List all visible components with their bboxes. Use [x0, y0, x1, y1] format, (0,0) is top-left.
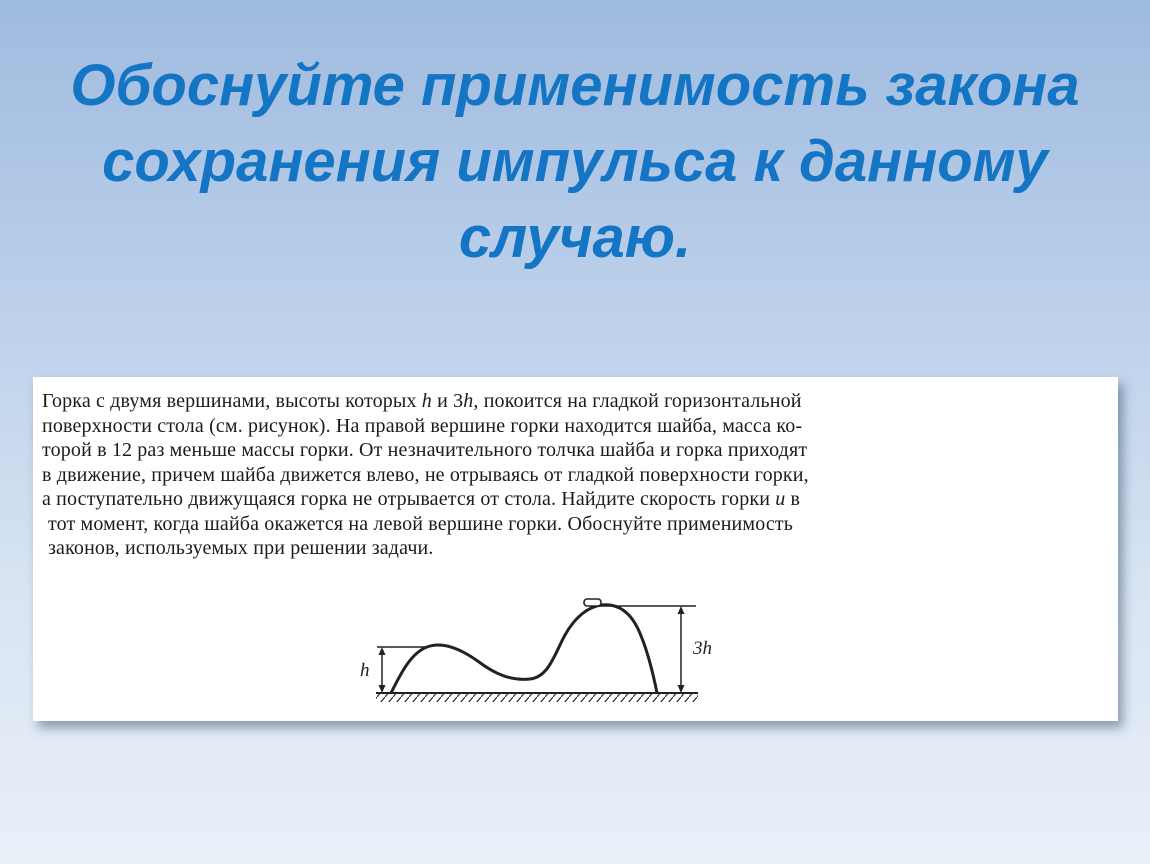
- h-label: h: [360, 660, 370, 681]
- hill-figure: [33, 377, 1118, 721]
- task-line-1-var-h2: h: [463, 390, 474, 412]
- h-arrow-head-bottom: [379, 685, 386, 693]
- task-line-5-part-2: в: [785, 488, 801, 510]
- 3h-label: 3h: [693, 638, 712, 659]
- task-line-6: тот момент, когда шайба окажется на левой вершине горки. Обоснуйте применимость: [48, 512, 794, 535]
- slide-title: [40, 48, 1110, 276]
- task-line-1-part-2: и 3: [431, 390, 464, 412]
- task-line-3: торой в 12 раз меньше массы горки. От незначительного толчка шайба и горка приходят: [42, 439, 808, 461]
- task-line-1-part-1: Горка с двумя вершинами, высоты которых: [42, 390, 422, 412]
- 3h-arrow-head-bottom: [678, 685, 685, 693]
- 3h-arrow-head-top: [678, 606, 685, 614]
- task-line-7: законов, используемых при решении задачи.: [48, 537, 434, 559]
- task-line-1-part-3: , покоится на гладкой горизонтальной: [473, 390, 802, 412]
- puck: [584, 599, 601, 606]
- task-line-5-part-1: а поступательно движущаяся горка не отрывается от стола. Найдите скорость горки: [42, 488, 776, 510]
- slide-title-line-2: сохранения импульса к данному: [102, 129, 1048, 194]
- slide-title-line-1: Обоснуйте применимость закона: [70, 53, 1080, 118]
- task-line-2: поверхности стола (см. рисунок). На правой вершине горки находится шайба, масса ко-: [42, 414, 803, 437]
- slide-title-line-3: случаю.: [458, 205, 692, 270]
- h-arrow-head-top: [379, 647, 386, 655]
- task-line-4: в движение, причем шайба движется влево, не отрываясь от гладкой поверхности горки,: [42, 463, 809, 486]
- task-line-5-var-u: u: [775, 488, 786, 510]
- table-hatching: [376, 694, 698, 702]
- task-card: [33, 377, 1118, 721]
- hill-profile: [391, 605, 657, 693]
- task-line-1-var-h: h: [421, 390, 432, 412]
